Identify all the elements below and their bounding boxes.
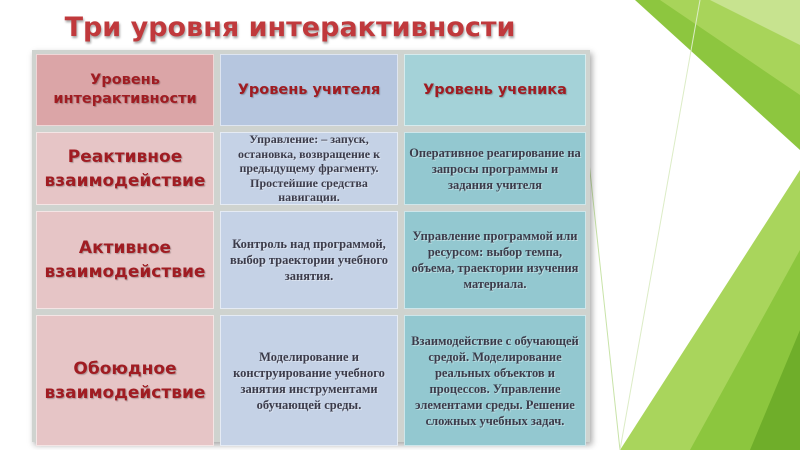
cell-student-reactive: Оперативное реагирование на запросы программы и задания учителя (404, 132, 586, 205)
cell-student-mutual: Взаимодействие с обучающей средой. Моделирование реальных объектов и процессов. Управление элементами среды. Решение сложных учебных задач. (404, 315, 586, 446)
cell-teacher-active: Контроль над программой, выбор траектории учебного занятия. (220, 211, 398, 309)
slide-title: Три уровня интерактивности (64, 12, 516, 43)
cell-teacher-reactive: Управление: – запуск, остановка, возвращение к предыдущему фрагменту. Простейшие средства навигации. (220, 132, 398, 205)
interactivity-table (32, 50, 590, 442)
header-level: Уровень интерактивности (36, 54, 214, 126)
header-student: Уровень ученика (404, 54, 586, 126)
header-teacher: Уровень учителя (220, 54, 398, 126)
row-label-reactive: Реактивное взаимодействие (36, 132, 214, 205)
row-label-mutual: Обоюдное взаимодействие (36, 315, 214, 446)
cell-student-active: Управление программой или ресурсом: выбор темпа, объема, траектории изучения материала. (404, 211, 586, 309)
row-label-active: Активное взаимодействие (36, 211, 214, 309)
green-decoration (560, 0, 800, 450)
cell-teacher-mutual: Моделирование и конструирование учебного занятия инструментами обучающей среды. (220, 315, 398, 446)
